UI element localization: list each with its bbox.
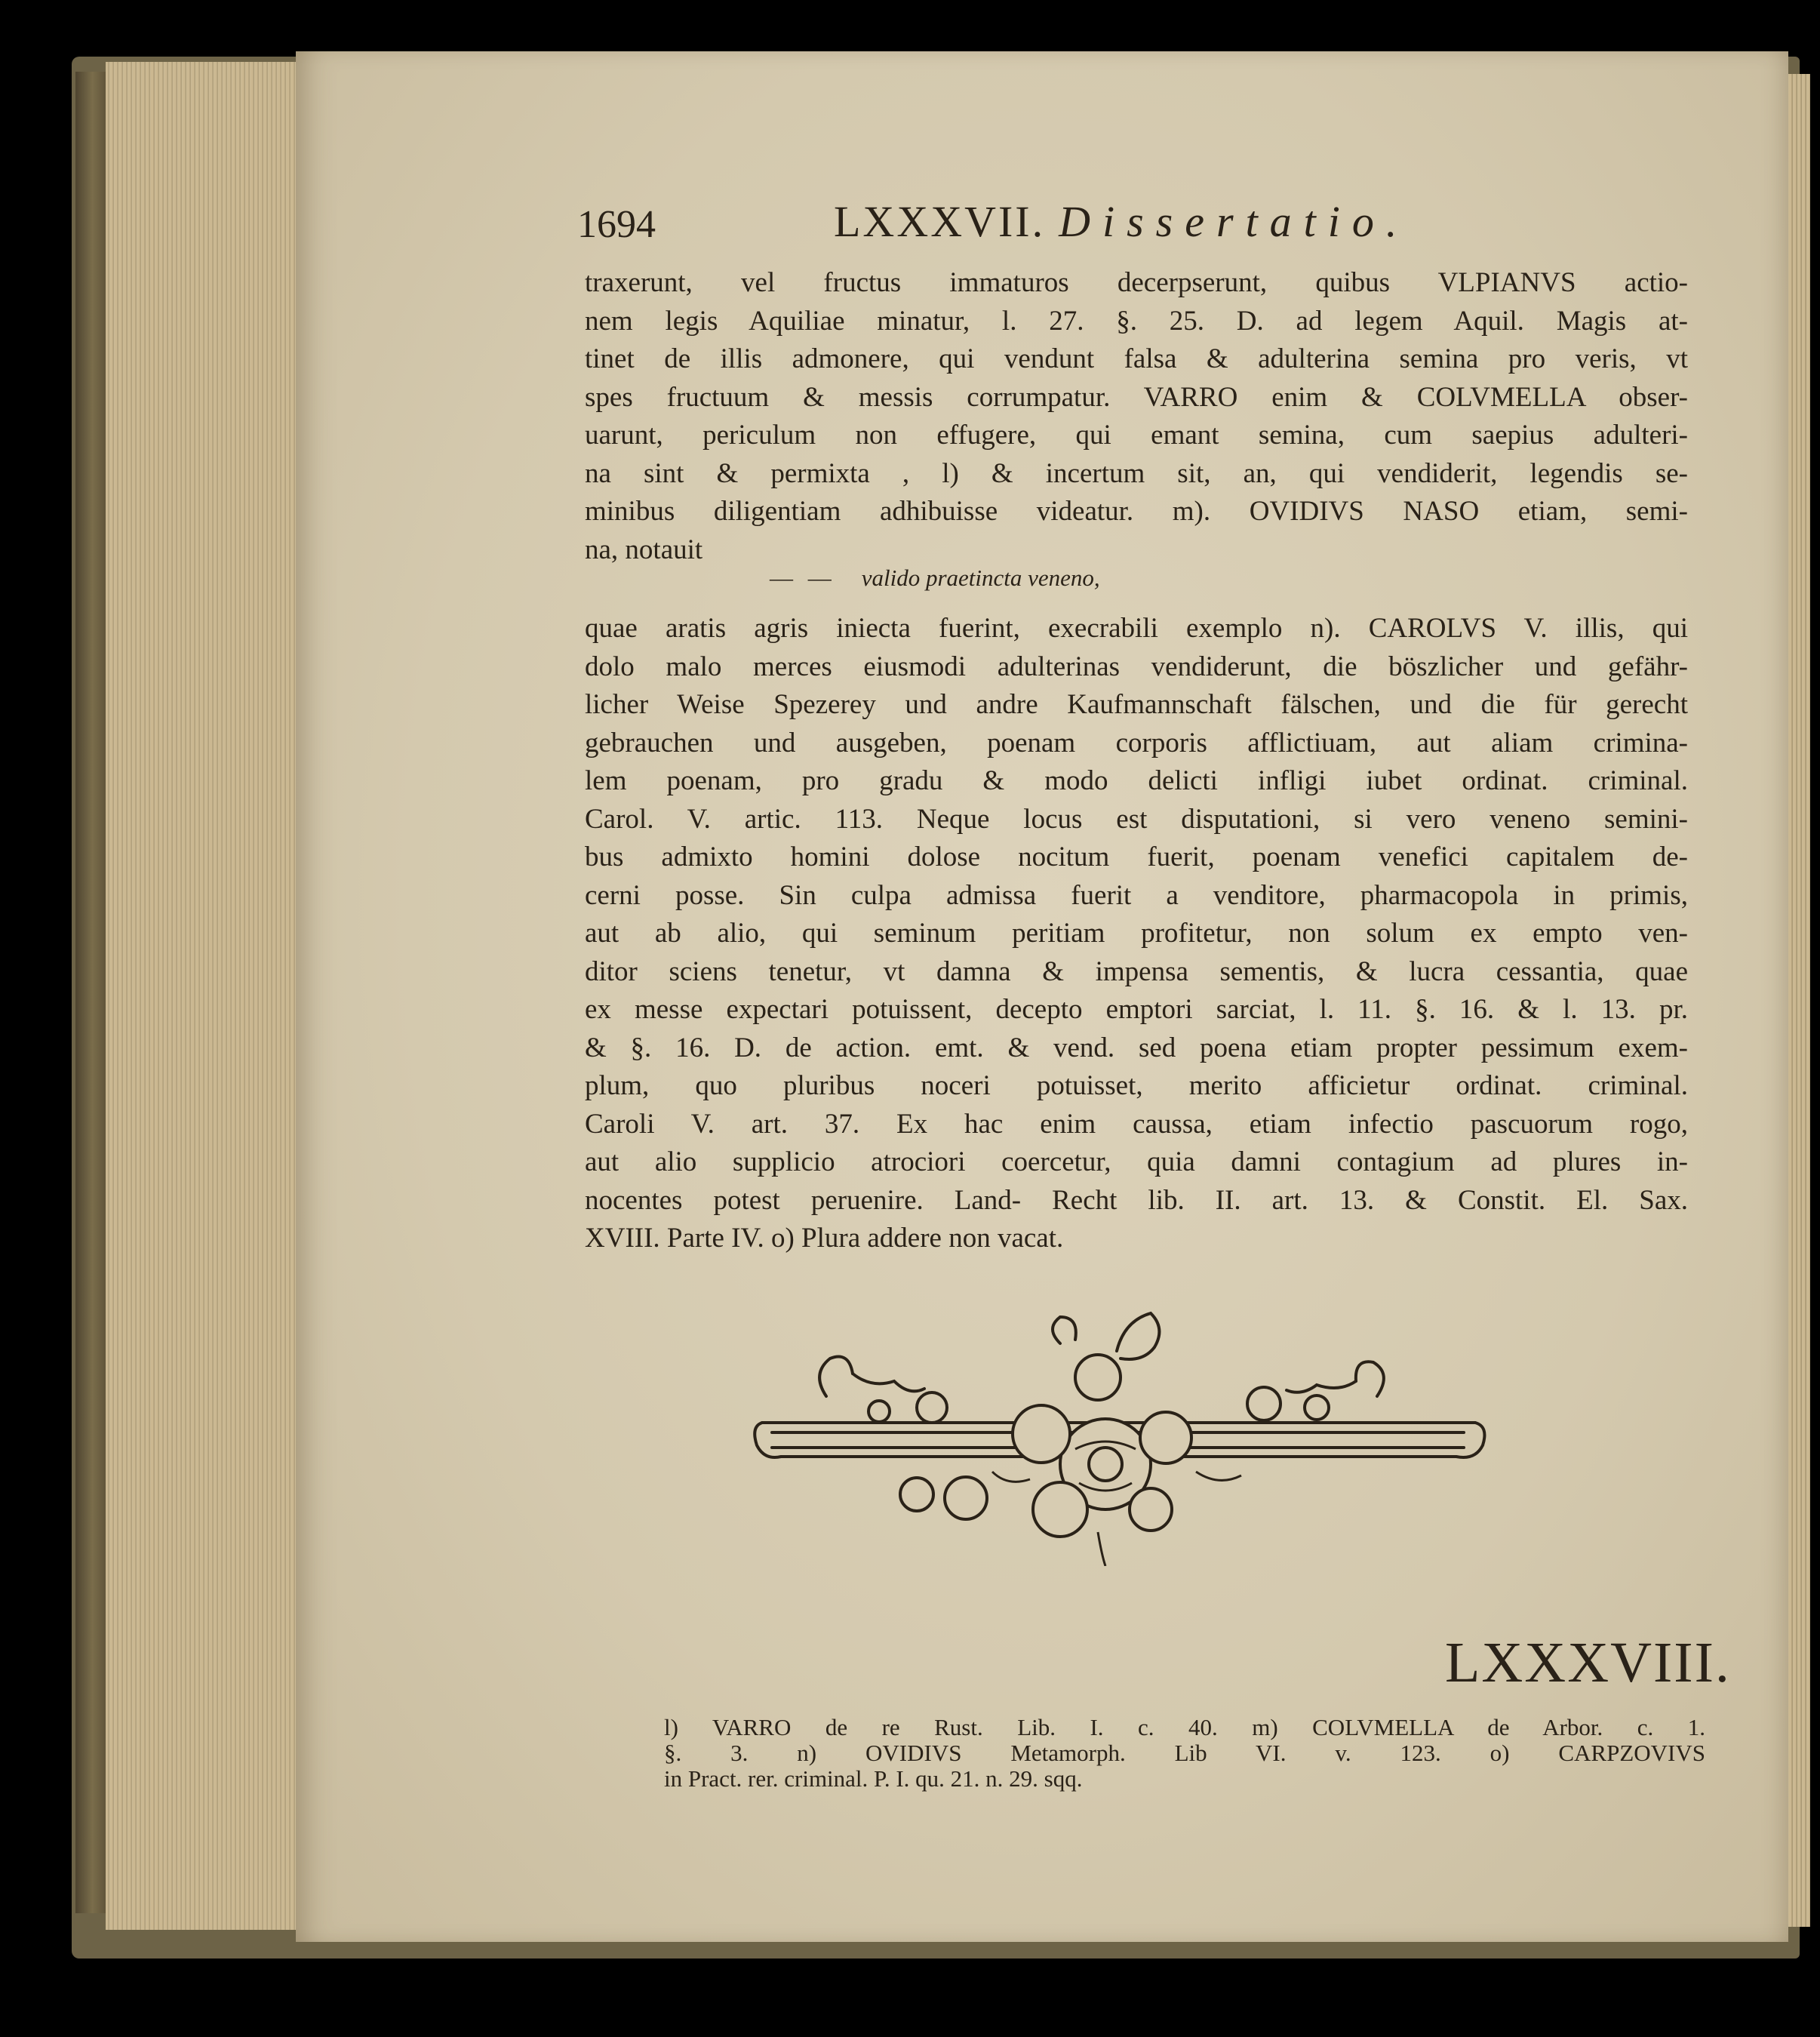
text-line: quae aratis agris iniecta fuerint, execrabili exemplo n). CAROLVS V. illis, qui: [585, 613, 1688, 644]
text-line: XVIII. Parte IV. o) Plura addere non vacat.: [585, 1223, 1064, 1254]
footnote-line: in Pract. rer. criminal. P. I. qu. 21. n. 29. sqq.: [664, 1765, 1083, 1792]
text-line: lem poenam, pro gradu & modo delicti infligi iubet ordinat. criminal.: [585, 765, 1688, 796]
text-line: gebrauchen und ausgeben, poenam corporis afflictiuam, aut aliam crimina-: [585, 727, 1688, 758]
verse-text: valido praetincta veneno,: [861, 565, 1100, 591]
footnotes: [664, 1715, 1705, 1792]
running-header: [577, 196, 1664, 257]
verse-dashes: — —: [770, 565, 836, 591]
text-line: & §. 16. D. de action. emt. & vend. sed poena etiam propter pessimum exem-: [585, 1032, 1688, 1063]
text-line: aut alio supplicio atrociori coercetur, quia damni contagium ad plures in-: [585, 1146, 1688, 1177]
section-label: Dissertatio.: [1059, 197, 1410, 246]
text-line: Carol. V. artic. 113. Neque locus est disputationi, si vero veneno semini-: [585, 803, 1688, 835]
floral-ornament: [743, 1306, 1494, 1566]
verse-quotation: [770, 565, 1100, 592]
page-number: 1694: [577, 203, 656, 246]
chapter-number: LXXXVII.: [834, 197, 1046, 246]
text-line: Caroli V. art. 37. Ex hac enim caussa, etiam infectio pascuorum rogo,: [585, 1108, 1688, 1140]
text-line: spes fructuum & messis corrumpatur. VARRO enim & COLVMELLA obser-: [585, 381, 1688, 413]
text-line: plum, quo pluribus noceri potuisset, merito afficietur ordinat. criminal.: [585, 1070, 1688, 1101]
text-line: traxerunt, vel fructus immaturos decerpserunt, quibus VLPIANVS actio-: [585, 267, 1688, 298]
next-chapter-heading: LXXXVIII.: [1445, 1631, 1731, 1694]
body-paragraph-2: [585, 610, 1688, 1258]
text-line: minibus diligentiam adhibuisse videatur. m). OVIDIVS NASO etiam, semi-: [585, 496, 1688, 527]
page-edges-left: [106, 62, 300, 1930]
text-line: nocentes potest peruenire. Land- Recht lib. II. art. 13. & Constit. El. Sax.: [585, 1184, 1688, 1216]
text-line: na, notauit: [585, 534, 703, 565]
text-line: cerni posse. Sin culpa admissa fuerit a venditore, pharmacopola in primis,: [585, 879, 1688, 911]
running-title: [834, 196, 1409, 247]
text-line: uarunt, periculum non effugere, qui emant semina, cum saepius adulteri-: [585, 420, 1688, 451]
text-line: licher Weise Spezerey und andre Kaufmannschaft fälschen, und die für gerecht: [585, 689, 1688, 720]
footnote-line: §. 3. n) OVIDIVS Metamorph. Lib VI. v. 123. o) CARPZOVIVS: [664, 1740, 1705, 1766]
page-edges-right: [1785, 74, 1810, 1927]
body-paragraph-1: [585, 264, 1688, 569]
text-line: aut ab alio, qui seminum peritiam profitetur, non solum ex empto ven-: [585, 918, 1688, 949]
text-line: bus admixto homini dolose nocitum fuerit, poenam venefici capitalem de-: [585, 842, 1688, 872]
text-line: ditor sciens tenetur, vt damna & impensa sementis, & lucra cessantia, quae: [585, 955, 1688, 987]
text-line: ex messe expectari potuissent, decepto emptori sarciat, l. 11. §. 16. & l. 13. pr.: [585, 994, 1688, 1025]
text-line: nem legis Aquiliae minatur, l. 27. §. 25. D. ad legem Aquil. Magis at-: [585, 305, 1688, 337]
book-spine: [75, 72, 109, 1913]
text-line: tinet de illis admonere, qui vendunt falsa & adulterina semina pro veris, vt: [585, 343, 1688, 374]
text-line: na sint & permixta , l) & incertum sit, an, qui vendiderit, legendis se-: [585, 457, 1688, 489]
text-line: dolo malo merces eiusmodi adulterinas vendiderunt, die böszlicher und gefähr-: [585, 651, 1688, 682]
footnote-line: l) VARRO de re Rust. Lib. I. c. 40. m) COLVMELLA de Arbor. c. 1.: [664, 1714, 1705, 1740]
